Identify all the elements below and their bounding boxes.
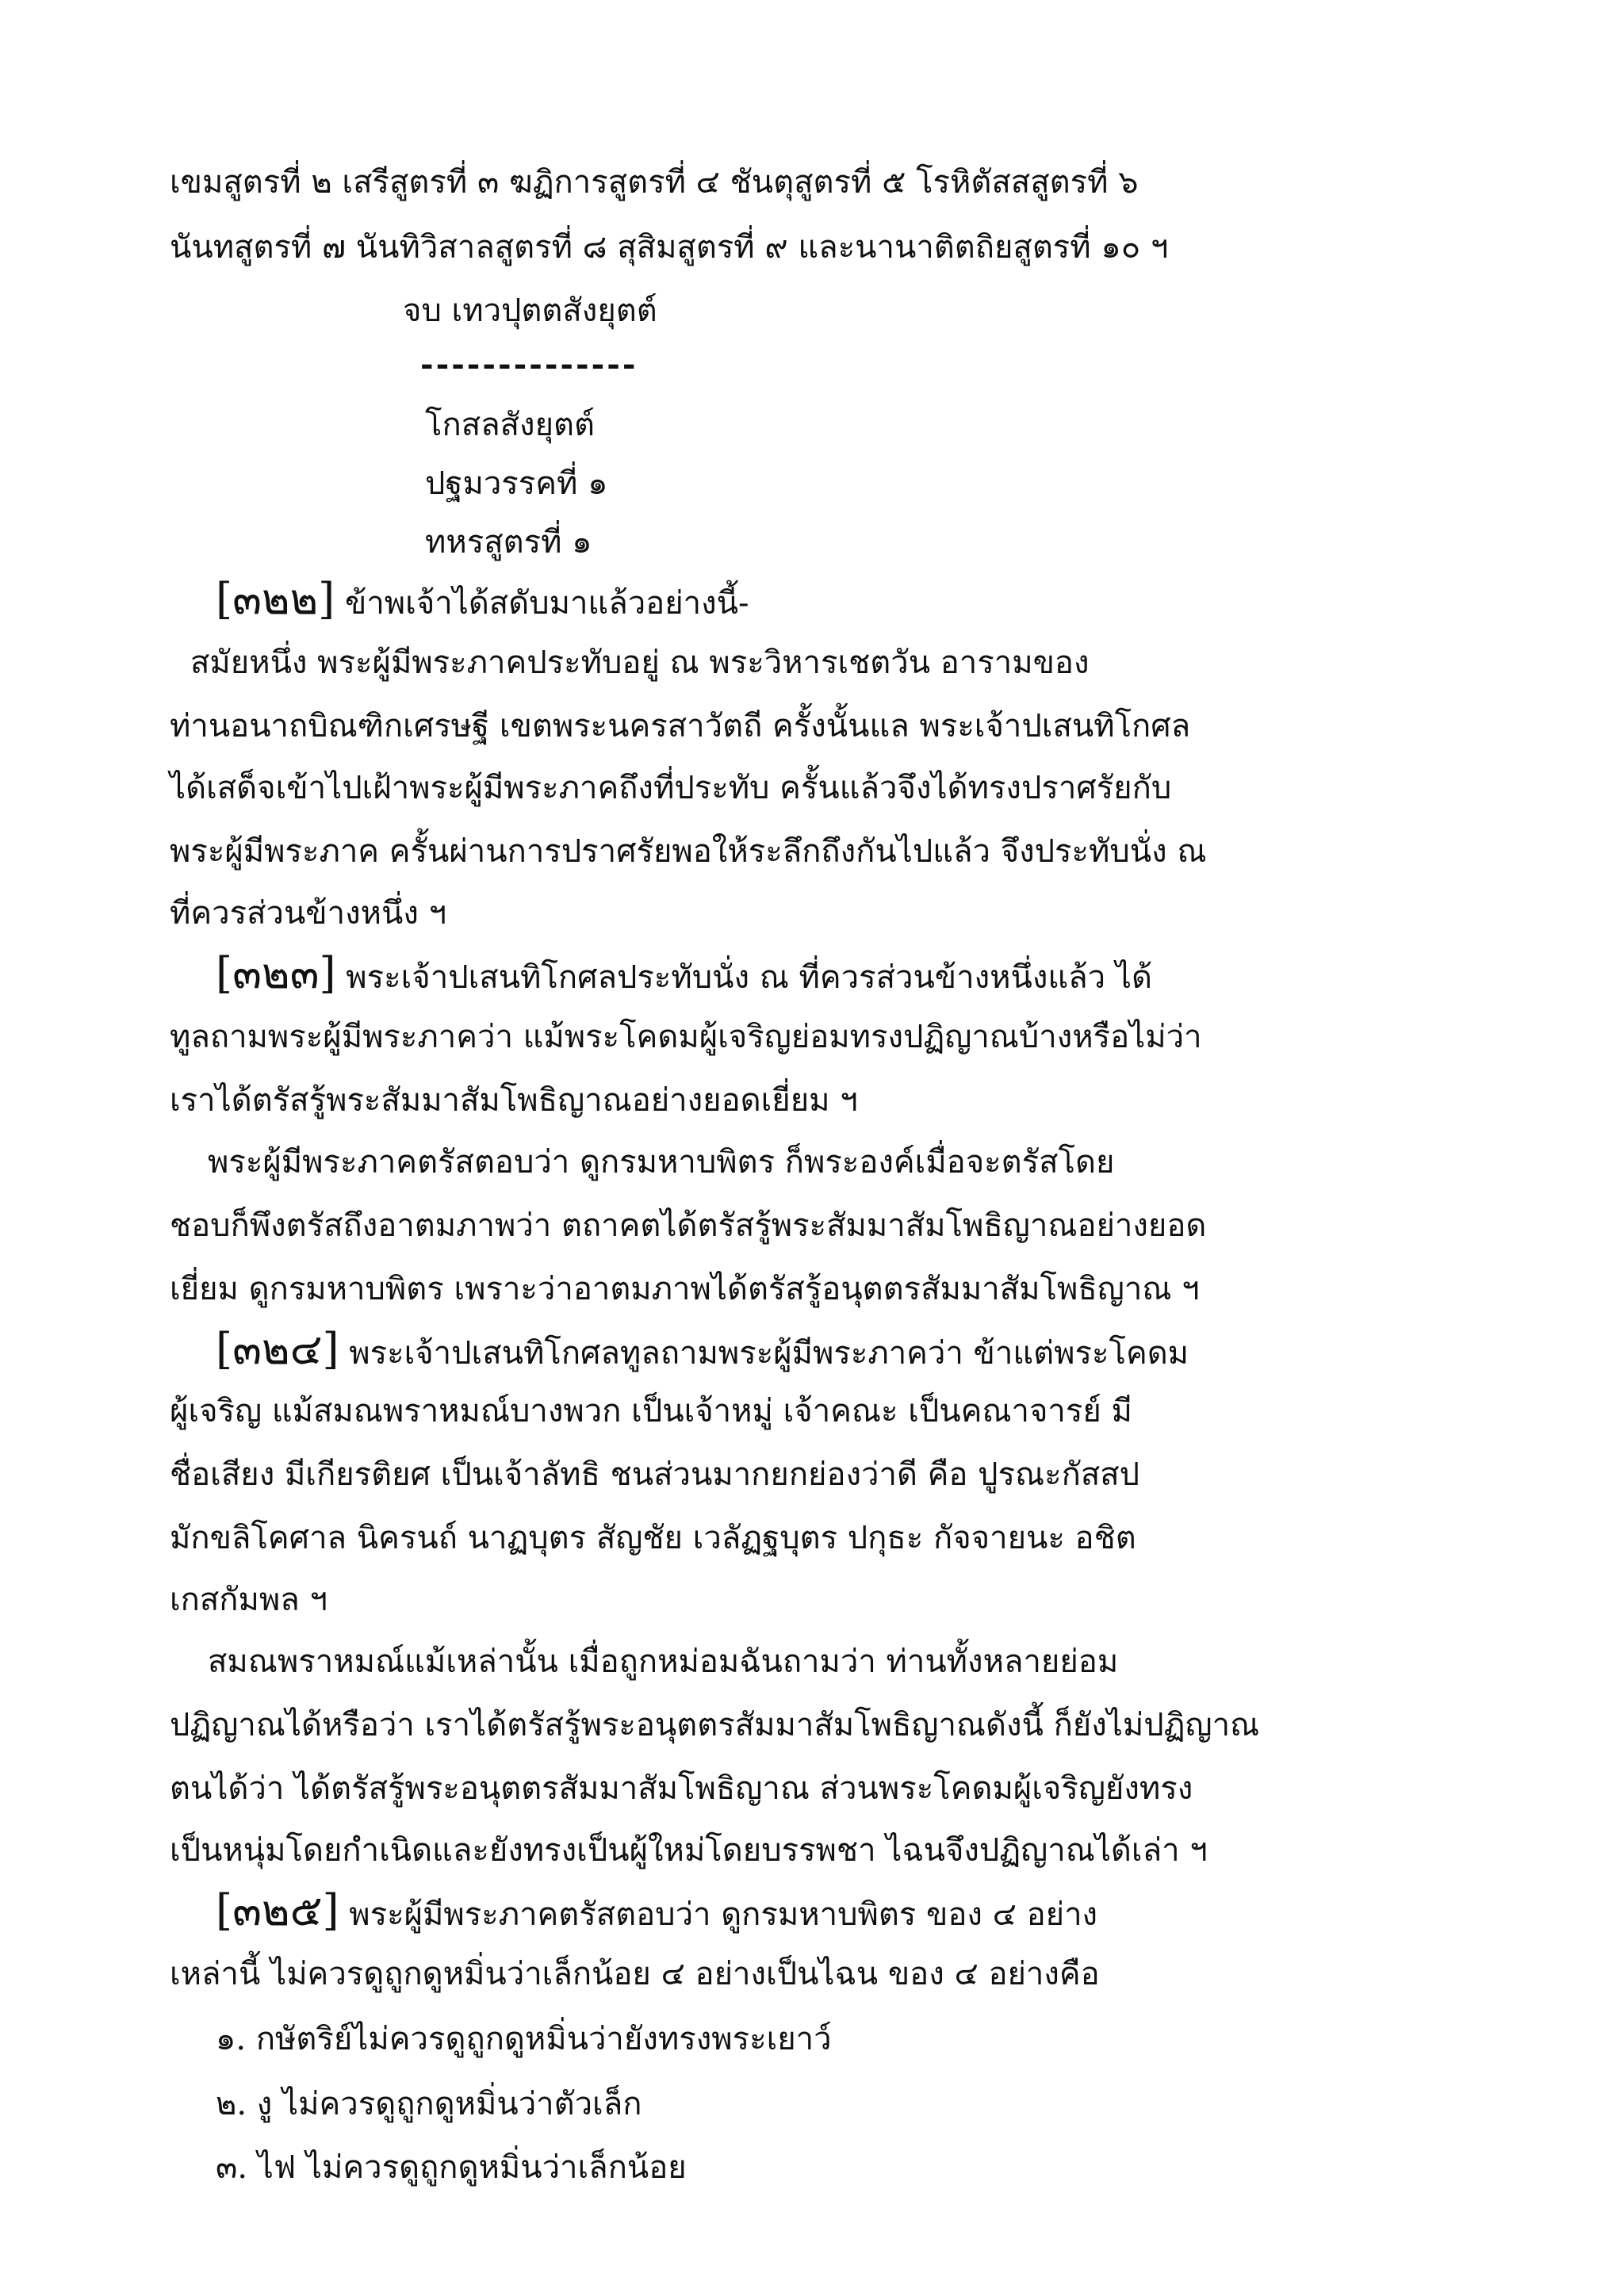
paragraph-line: สมัยหนึ่ง พระผู้มีพระภาคประทับอยู่ ณ พระวิหารเชตวัน อารามของ (190, 645, 1090, 681)
paragraph-line: มักขลิโคศาล นิครนถ์ นาฏบุตร สัญชัย เวลัฏฐบุตร ปกุธะ กัจจายนะ อชิต (170, 1520, 1136, 1556)
paragraph-line: ทูลถามพระผู้มีพระภาคว่า แม้พระโคดมผู้เจริญย่อมทรงปฏิญาณบ้างหรือไม่ว่า (170, 1019, 1202, 1055)
paragraph-line: เกสกัมพล ฯ (170, 1582, 327, 1618)
paragraph-line: พระผู้มีพระภาค ครั้นผ่านการปราศรัยพอให้ระลึกถึงกันไปแล้ว จึงประทับนั่ง ณ (170, 833, 1207, 870)
paragraph-line: ท่านอนาถบิณฑิกเศรษฐี เขตพระนครสาวัตถี ครั้งนั้นแล พระเจ้าปเสนทิโกศล (170, 708, 1191, 744)
paragraph-line: เหล่านี้ ไม่ควรดูถูกดูหมิ่นว่าเล็กน้อย ๔ อย่างเป็นไฉน ของ ๔ อย่างคือ (170, 1956, 1100, 1992)
paragraph-323-first-line (216, 948, 1152, 998)
paragraph-line: เยี่ยม ดูกรมหาบพิตร เพราะว่าอาตมภาพได้ตรัสรู้อนุตตรสัมมาสัมโพธิญาณ ฯ (170, 1271, 1200, 1307)
paragraph-line: ตนได้ว่า ได้ตรัสรู้พระอนุตตรสัมมาสัมโพธิญาณ ส่วนพระโคดมผู้เจริญยังทรง (170, 1770, 1193, 1807)
paragraph-line: เป็นหนุ่มโดยกำเนิดและยังทรงเป็นผู้ใหม่โดยบรรพชา ไฉนจึงปฏิญาณได้เล่า ฯ (170, 1832, 1208, 1869)
paragraph-line: ที่ควรส่วนข้างหนึ่ง ฯ (170, 895, 447, 932)
paragraph-text: พระเจ้าปเสนทิโกศลทูลถามพระผู้มีพระภาคว่า ข้าแต่พระโคดม (349, 1335, 1189, 1372)
summary-line-1: เขมสูตรที่ ๒ เสรีสูตรที่ ๓ ฆฏิการสูตรที่ ๔ ชันตุสูตรที่ ๕ โรหิตัสสสูตรที่ ๖ (170, 164, 1139, 201)
paragraph-line: สมณพราหมณ์แม้เหล่านั้น เมื่อถูกหม่อมฉันถามว่า ท่านทั้งหลายย่อม (208, 1644, 1119, 1680)
paragraph-number: [๓๒๔] (216, 1324, 339, 1374)
paragraph-line: ชื่อเสียง มีเกียรติยศ เป็นเจ้าลัทธิ ชนส่วนมากยกย่องว่าดี คือ ปูรณะกัสสป (170, 1456, 1140, 1493)
paragraph-line: พระผู้มีพระภาคตรัสตอบว่า ดูกรมหาบพิตร ก็พระองค์เมื่อจะตรัสโดย (208, 1144, 1115, 1181)
end-title: จบ เทวปุตตสังยุตต์ (403, 293, 657, 329)
list-item: ๒. งู ไม่ควรดูถูกดูหมิ่นว่าตัวเล็ก (216, 2086, 642, 2122)
paragraph-line: เราได้ตรัสรู้พระสัมมาสัมโพธิญาณอย่างยอดเยี่ยม ฯ (170, 1082, 858, 1119)
paragraph-324-first-line (216, 1324, 1189, 1374)
paragraph-line: ผู้เจริญ แม้สมณพราหมณ์บางพวก เป็นเจ้าหมู่ เจ้าคณะ เป็นคณาจารย์ มี (170, 1393, 1132, 1429)
paragraph-322-first-line (216, 574, 749, 624)
paragraph-text: ข้าพเจ้าได้สดับมาแล้วอย่างนี้- (344, 585, 749, 622)
paragraph-number: [๓๒๓] (216, 948, 336, 998)
paragraph-number: [๓๒๒] (216, 574, 335, 624)
paragraph-text: พระผู้มีพระภาคตรัสตอบว่า ดูกรมหาบพิตร ของ ๔ อย่าง (349, 1896, 1098, 1933)
paragraph-line: ชอบก็พึงตรัสถึงอาตมภาพว่า ตถาคตได้ตรัสรู้พระสัมมาสัมโพธิญาณอย่างยอด (170, 1207, 1207, 1244)
heading-vagga: ปฐมวรรคที่ ๑ (425, 465, 608, 502)
paragraph-line: ปฏิญาณได้หรือว่า เราได้ตรัสรู้พระอนุตตรสัมมาสัมโพธิญาณดังนี้ ก็ยังไม่ปฏิญาณ (170, 1707, 1260, 1743)
summary-line-2: นันทสูตรที่ ๗ นันทิวิสาลสูตรที่ ๘ สุสิมสูตรที่ ๙ และนานาติตถิยสูตรที่ ๑๐ ฯ (170, 229, 1169, 266)
list-item: ๓. ไฟ ไม่ควรดูถูกดูหมิ่นว่าเล็กน้อย (216, 2149, 687, 2186)
section-divider: -------------- (420, 346, 638, 383)
paragraph-number: [๓๒๕] (216, 1885, 339, 1935)
paragraph-text: พระเจ้าปเสนทิโกศลประทับนั่ง ณ ที่ควรส่วนข้างหนึ่งแล้ว ได้ (346, 959, 1152, 996)
paragraph-line: ได้เสด็จเข้าไปเฝ้าพระผู้มีพระภาคถึงที่ประทับ ครั้นแล้วจึงได้ทรงปราศรัยกับ (170, 770, 1172, 806)
paragraph-325-first-line (216, 1885, 1098, 1935)
heading-kosala-samyutta: โกสลสังยุตต์ (425, 407, 595, 443)
heading-sutta: ทหรสูตรที่ ๑ (425, 524, 592, 561)
list-item: ๑. กษัตริย์ไม่ควรดูถูกดูหมิ่นว่ายังทรงพระเยาว์ (216, 2021, 832, 2057)
